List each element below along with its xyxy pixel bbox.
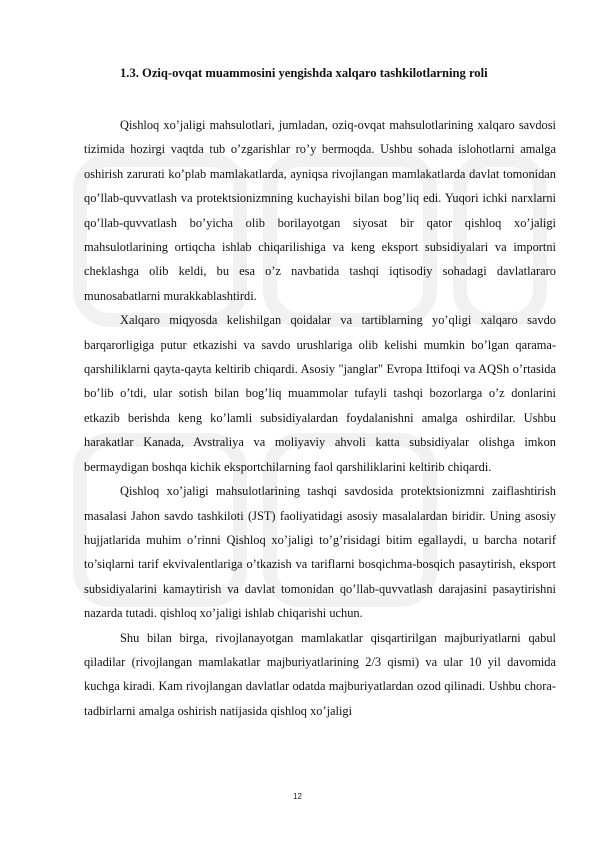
paragraph-1: Qishloq xo’jaligi mahsulotlari, jumladan, oziq-ovqat mahsulotlarining xalqaro savdosi tizimida hozirgi vaqtda tub o’zgarishlar ro’y bermoqda. Ushbu sohada islohotlarni amalga oshirish zarurati ko’plab mamlakatlarda, ayniqsa rivojlangan mamlakatlarda davlat tomonidan qo’llab-quvvatlash va protektsionizmning kuchayishi bilan bog’liq edi. Yuqori ichki narxlarni qo’llab-quvvatlash bo’yicha olib borilayotgan siyosat bir qator qishloq xo’jaligi mahsulotlarining ortiqcha ishlab chiqarilishiga va keng eksport subsidiyalari va importni cheklashga olib keldi, bu esa o’z navbatida tashqi iqtisodiy sohadagi davlatlararo munosabatlarni murakkablashtirdi. <box>84 118 556 303</box>
page-number: 12 <box>293 792 302 801</box>
section-heading: 1.3. Oziq-ovqat muammosini yengishda xalqaro tashkilotlarning roli <box>120 66 488 80</box>
paragraph-4: Shu bilan birga, rivojlanayotgan mamlakatlar qisqartirilgan majburiyatlarni qabul qiladilar (rivojlangan mamlakatlar majburiyatlarining 2/3 qismi) va ular 10 yil davomida kuchga kiradi. Kam rivojlangan davlatlar odatda majburiyatlardan ozod qilinadi. Ushbu chora-tadbirlarni amalga oshirish natijasida qishloq xo’jaligi <box>84 630 556 718</box>
body-text <box>84 113 556 723</box>
paragraph-3: Qishloq xo’jaligi mahsulotlarining tashqi savdosida protektsionizmni zaiflashtirish masalasi Jahon savdo tashkiloti (JST) faoliyatidagi asosiy masalalardan biridir. Uning asosiy hujjatlarida muhim o’rinni Qishloq xo’jaligi to’g’risidagi bitim egallaydi, u barcha notarif to’siqlarni tarif ekvivalentlariga o’tkazish va tariflarni bosqichma-bosqich pasaytirish, eksport subsidiyalarini kamaytirish va davlat tomonidan qo’llab-quvvatlash darajasini pasaytirishni nazarda tutadi. qishloq xo’jaligi ishlab chiqarishi uchun. <box>84 484 556 621</box>
paragraph-2: Xalqaro miqyosda kelishilgan qoidalar va tartiblarning yo’qligi xalqaro savdo barqarorligiga putur etkazishi va savdo urushlariga olib kelishi mumkin bo’lgan qarama-qarshiliklarni qayta-qayta keltirib chiqardi. Asosiy "janglar" Evropa Ittifoqi va AQSh o’rtasida bo’lib o’tdi, ular sotish bilan bog’liq muammolar tufayli tashqi bozorlarga o’z donlarini etkazib berishda keng ko’lamli subsidiyalardan foydalanishni amalga oshirdilar. Ushbu harakatlar Kanada, Avstraliya va moliyaviy ahvoli katta subsidiyalar olishga imkon bermaydigan boshqa kichik eksportchilarning faol qarshiliklarini keltirib chiqardi. <box>84 313 556 474</box>
